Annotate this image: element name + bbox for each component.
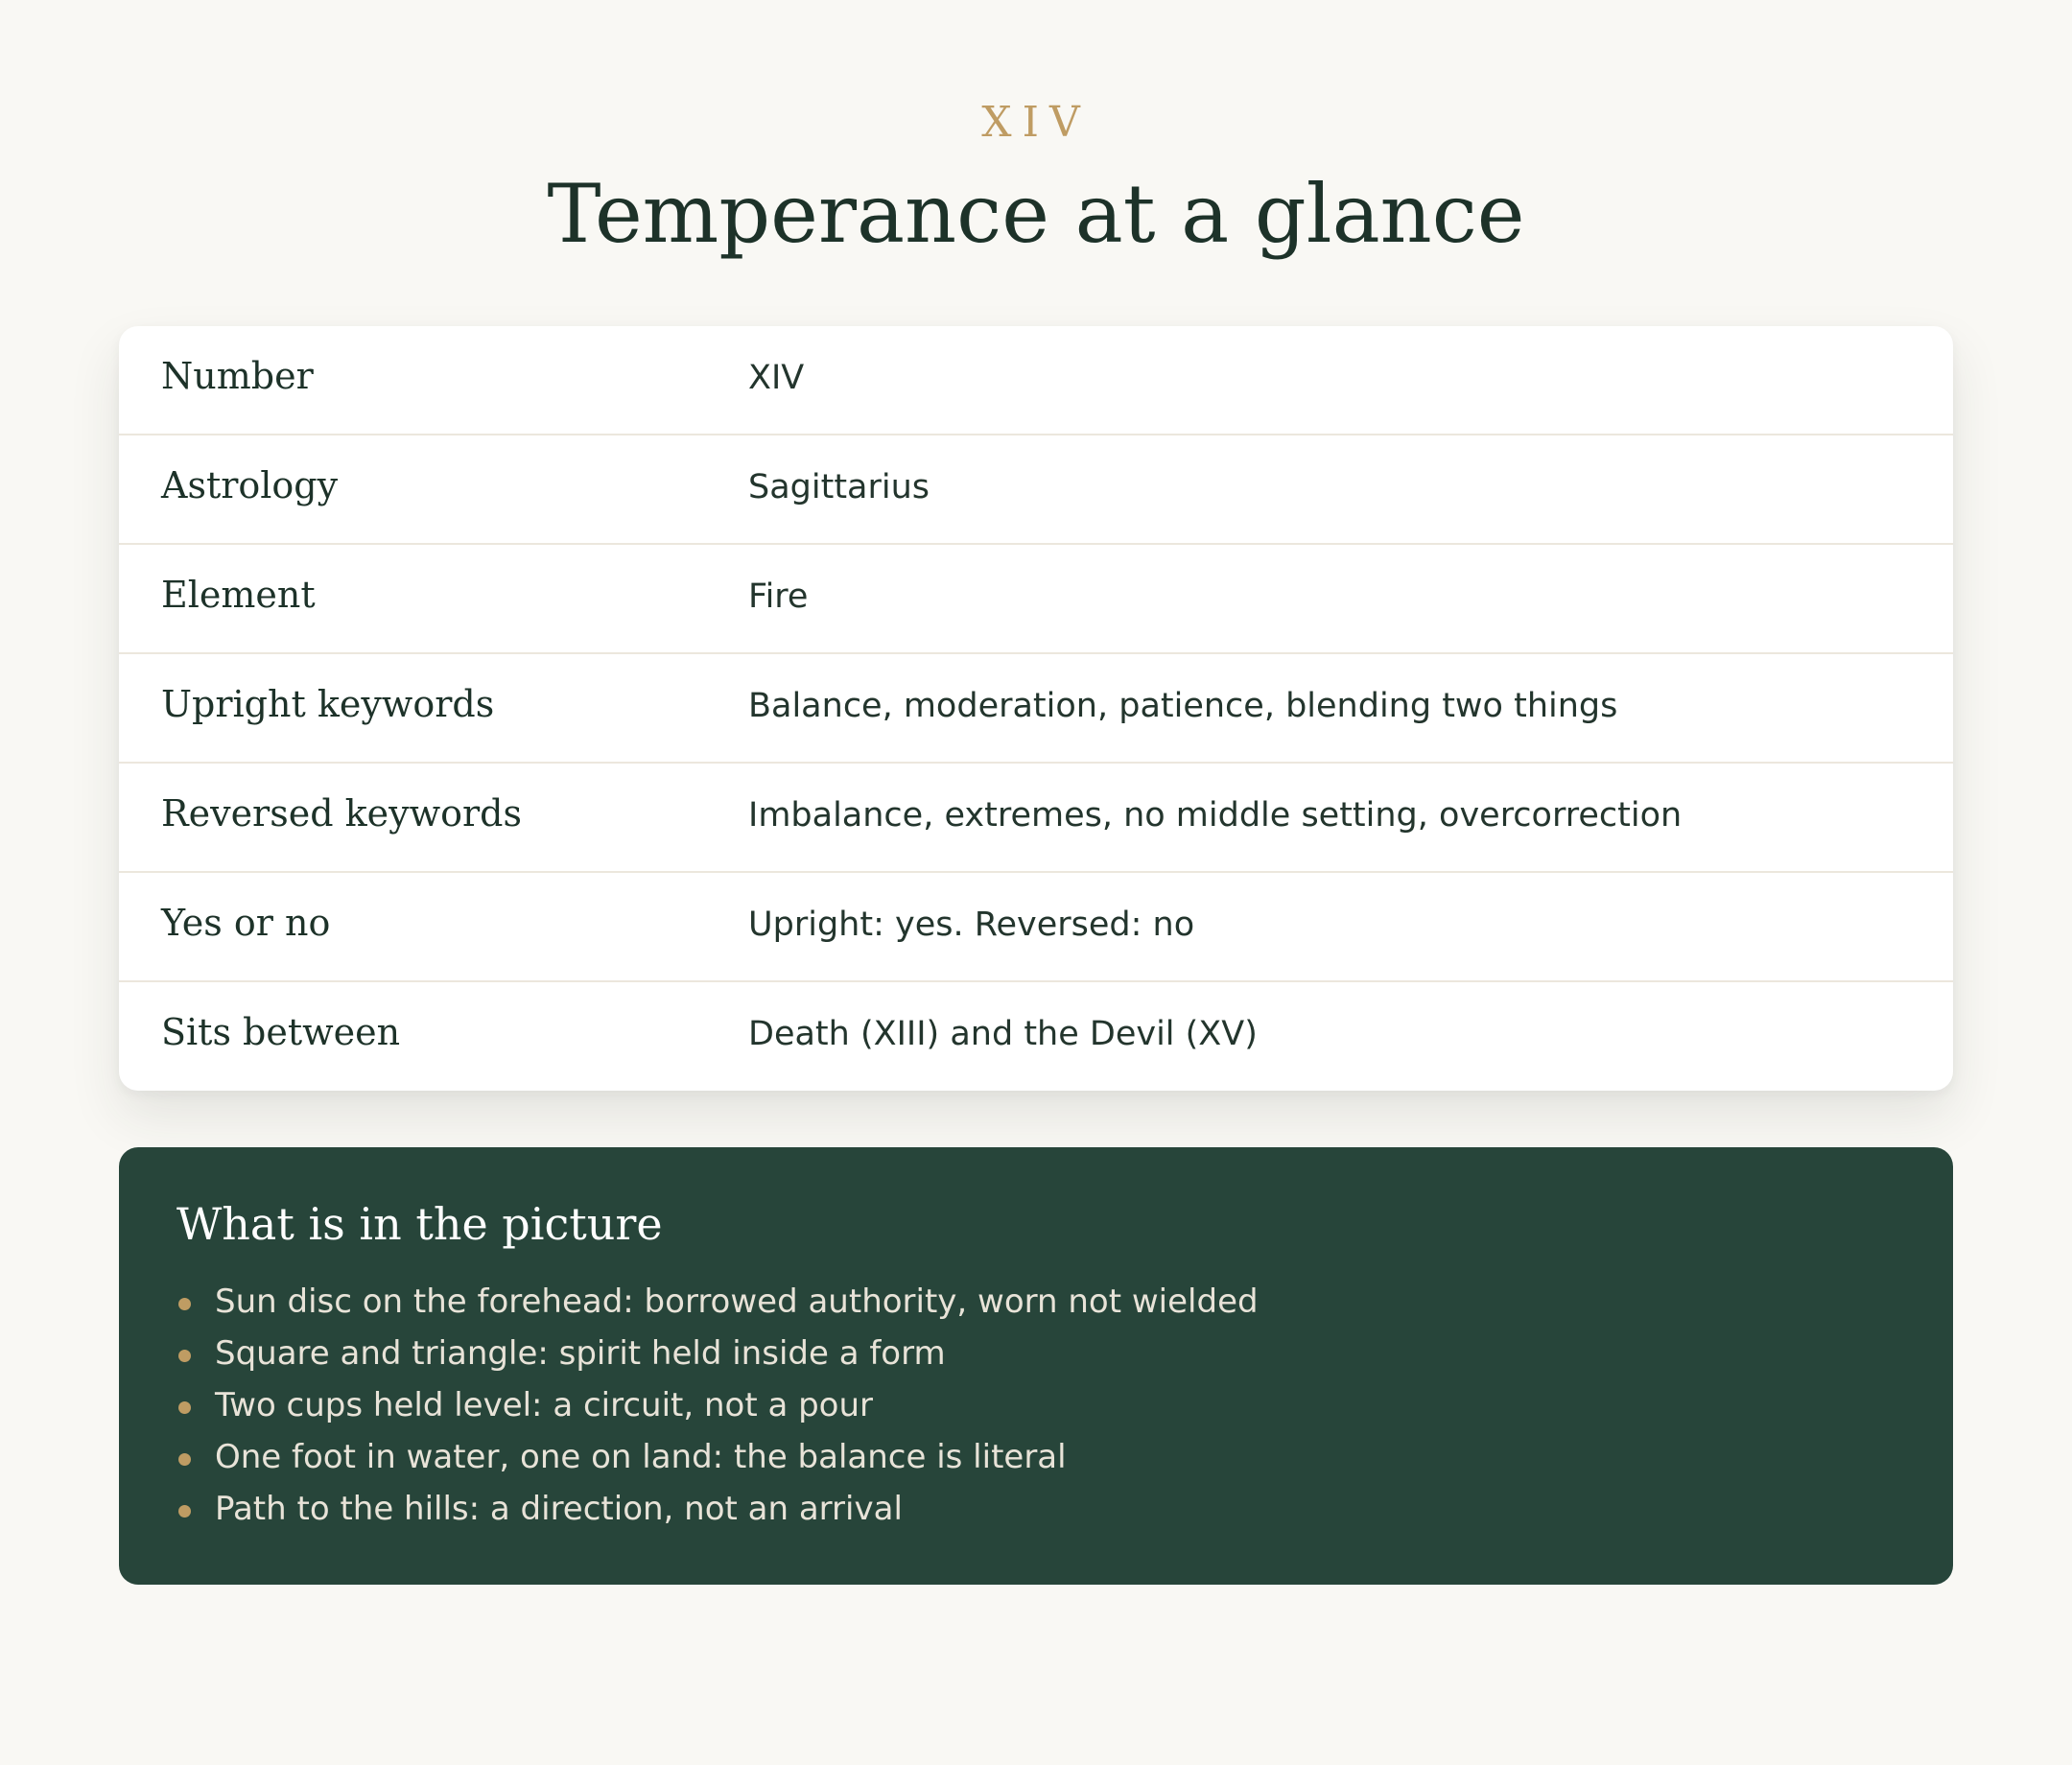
panel-title: What is in the picture [177, 1198, 663, 1250]
list-item [177, 1379, 1259, 1431]
symbol-list [177, 1276, 1259, 1535]
bullet-dot-icon [178, 1298, 191, 1310]
row-value: Sagittarius [748, 468, 930, 506]
card-numeral: XIV [981, 98, 1091, 147]
table-row [119, 873, 1953, 982]
facts-table [119, 326, 1953, 1091]
list-item-text: Two cups held level: a circuit, not a pour [215, 1386, 874, 1424]
row-label: Yes or no [161, 902, 331, 944]
bullet-dot-icon [178, 1350, 191, 1362]
table-row [119, 435, 1953, 545]
row-value: Balance, moderation, patience, blending two things [748, 687, 1618, 725]
table-row [119, 326, 1953, 435]
bullet-dot-icon [178, 1453, 191, 1466]
table-row [119, 545, 1953, 654]
row-label: Sits between [161, 1011, 401, 1053]
list-item-text: One foot in water, one on land: the balance is literal [215, 1438, 1067, 1476]
row-label: Number [161, 355, 314, 397]
row-value: XIV [748, 359, 805, 397]
table-row [119, 654, 1953, 764]
table-row [119, 764, 1953, 873]
list-item [177, 1276, 1259, 1328]
row-label: Astrology [161, 464, 339, 506]
list-item [177, 1483, 1259, 1535]
list-item-text: Sun disc on the forehead: borrowed authority, worn not wielded [215, 1283, 1259, 1321]
picture-symbols-panel [119, 1147, 1953, 1585]
row-value: Imbalance, extremes, no middle setting, overcorrection [748, 796, 1683, 835]
list-item [177, 1328, 1259, 1379]
row-value: Death (XIII) and the Devil (XV) [748, 1015, 1258, 1053]
row-label: Reversed keywords [161, 792, 522, 835]
list-item-text: Square and triangle: spirit held inside a form [215, 1334, 946, 1373]
list-item-text: Path to the hills: a direction, not an arrival [215, 1490, 903, 1528]
list-item [177, 1431, 1259, 1483]
bullet-dot-icon [178, 1401, 191, 1414]
page-title: Temperance at a glance [547, 167, 1525, 261]
row-label: Upright keywords [161, 683, 495, 725]
row-value: Upright: yes. Reversed: no [748, 906, 1195, 944]
table-row [119, 982, 1953, 1091]
row-label: Element [161, 574, 316, 616]
bullet-dot-icon [178, 1505, 191, 1518]
row-value: Fire [748, 577, 809, 616]
